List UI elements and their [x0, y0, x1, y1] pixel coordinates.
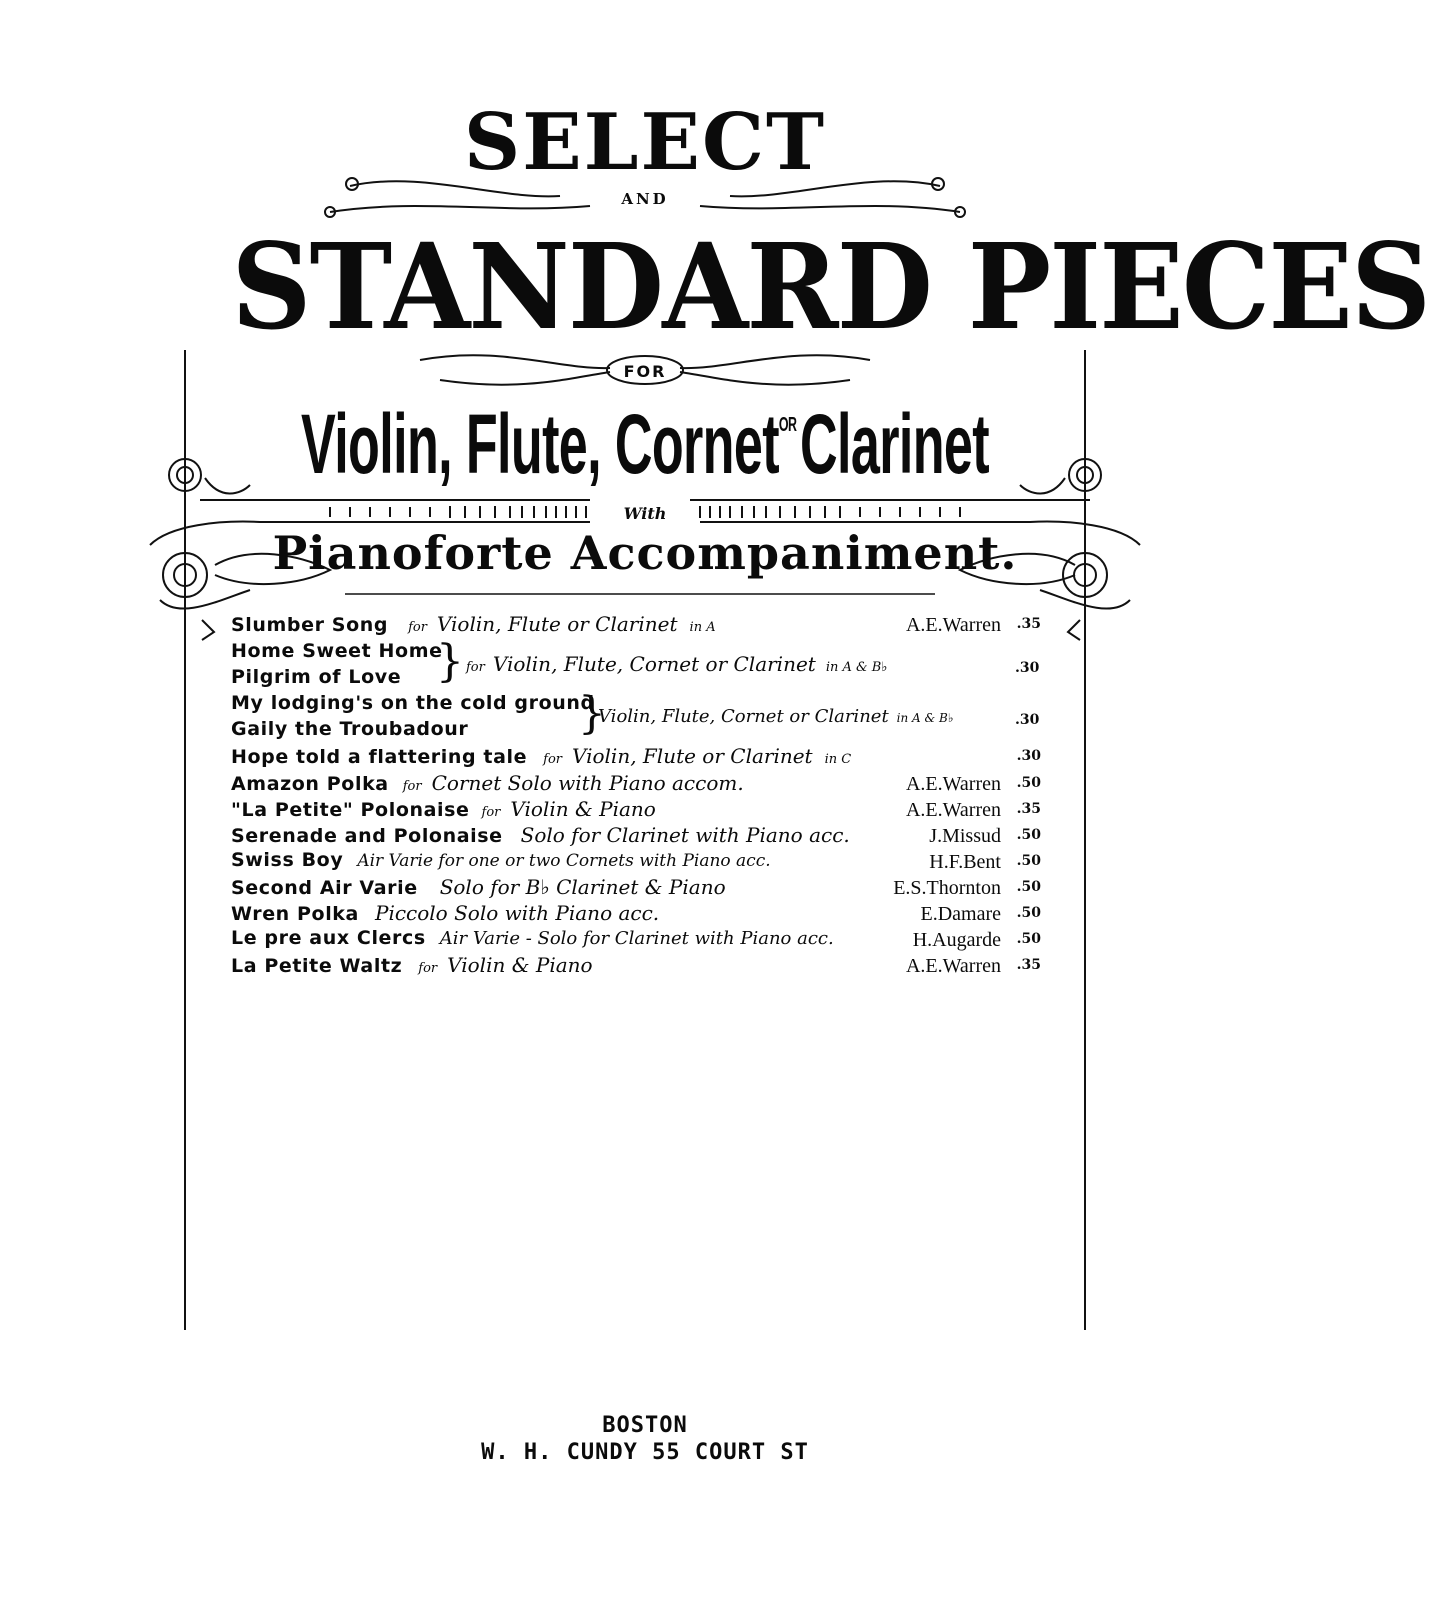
- piece-title: Amazon Polka: [231, 773, 389, 795]
- list-item: [231, 823, 1041, 849]
- piece-title: La Petite Waltz: [231, 955, 403, 977]
- piece-key: in A & B♭: [896, 711, 954, 725]
- piece-description: Piccolo Solo with Piano acc.: [374, 901, 660, 925]
- piece-price: .30: [1015, 660, 1040, 676]
- piece-title: "La Petite" Polonaise: [231, 799, 470, 821]
- piece-description: Violin & Piano: [510, 797, 656, 821]
- group-description: [598, 706, 954, 727]
- piece-price: .50: [1016, 905, 1041, 921]
- piece-title: Gaily the Troubadour: [231, 718, 469, 740]
- title-or: OR: [778, 414, 797, 436]
- piece-description: Violin, Flute or Clarinet: [572, 744, 813, 768]
- piece-title: Slumber Song: [231, 614, 389, 636]
- list-item: [231, 875, 1041, 901]
- piece-price: .35: [1016, 957, 1041, 973]
- piece-composer: A.E.Warren: [905, 955, 1001, 977]
- piece-description: Violin, Flute or Clarinet: [436, 612, 678, 636]
- piece-description: Solo for B♭ Clarinet & Piano: [439, 875, 726, 899]
- piece-description: Violin, Flute, Cornet or Clarinet: [492, 652, 816, 676]
- piece-description: Air Varie for one or two Cornets with Piano acc.: [357, 851, 771, 871]
- title-instruments-main: Violin, Flute, Cornet: [301, 397, 779, 491]
- piece-composer: A.E.Warren: [905, 799, 1001, 821]
- piece-title: Home Sweet Home: [231, 640, 443, 662]
- piece-composer: H.F.Bent: [929, 851, 1001, 873]
- piece-title: Wren Polka: [231, 903, 359, 925]
- piece-title: Serenade and Polonaise: [231, 825, 503, 847]
- piece-price: .35: [1016, 616, 1041, 632]
- title-standard-pieces: STANDARD PIECES: [231, 217, 1429, 356]
- title-clarinet: Clarinet: [800, 397, 989, 491]
- piece-for: for: [466, 660, 485, 675]
- piece-composer: H.Augarde: [912, 929, 1001, 951]
- list-item: [231, 953, 1041, 979]
- piece-price: .35: [1016, 801, 1041, 817]
- piece-composer: A.E.Warren: [905, 773, 1001, 795]
- piece-price: .50: [1016, 931, 1041, 947]
- list-item: [231, 901, 1041, 927]
- piece-for: for: [418, 961, 438, 976]
- piece-description: Violin & Piano: [447, 953, 593, 977]
- piece-title: Second Air Varie: [231, 877, 418, 899]
- list-item: [231, 849, 1041, 875]
- piece-price: .50: [1016, 853, 1041, 869]
- title-select: SELECT: [463, 97, 827, 188]
- piece-price: .50: [1016, 879, 1041, 895]
- piece-price: .50: [1016, 775, 1041, 791]
- piece-composer: E.S.Thornton: [893, 877, 1001, 899]
- group-description: [466, 652, 887, 676]
- brace-icon: }: [436, 636, 464, 687]
- title-with: With: [623, 504, 667, 523]
- list-item: [231, 927, 1041, 953]
- piece-price: .30: [1016, 748, 1041, 764]
- piece-for: for: [402, 779, 422, 794]
- piece-for: for: [408, 620, 427, 635]
- brace-icon: }: [578, 688, 606, 739]
- list-item: [231, 797, 1041, 823]
- piece-composer: J.Missud: [929, 825, 1001, 847]
- piece-composer: E.Damare: [920, 903, 1001, 925]
- title-for: FOR: [623, 362, 667, 381]
- piece-description: Solo for Clarinet with Piano acc.: [520, 823, 850, 847]
- piece-for: for: [543, 752, 562, 767]
- list-item: [231, 612, 1041, 638]
- piece-for: for: [481, 805, 501, 820]
- piece-key: in A & B♭: [825, 660, 888, 675]
- imprint-publisher: W. H. CUNDY 55 COURT ST: [481, 1440, 809, 1465]
- piece-title: Hope told a flattering tale: [231, 746, 528, 768]
- piece-description: Air Varie - Solo for Clarinet with Piano acc.: [439, 928, 834, 949]
- piece-key: in A: [689, 620, 716, 635]
- imprint-city: BOSTON: [602, 1413, 688, 1438]
- piece-description: Violin, Flute, Cornet or Clarinet: [598, 706, 889, 727]
- title-instruments: [245, 397, 1045, 491]
- piece-price: .30: [1015, 712, 1040, 728]
- piece-price: .50: [1016, 827, 1041, 843]
- piece-key: in C: [824, 752, 852, 767]
- title-accompaniment: Pianoforte Accompaniment.: [272, 526, 1018, 580]
- list-item: [231, 771, 1041, 797]
- piece-description: Cornet Solo with Piano accom.: [431, 771, 744, 795]
- title-and: AND: [621, 190, 669, 208]
- piece-title: Pilgrim of Love: [231, 666, 402, 688]
- piece-title: Swiss Boy: [231, 849, 344, 871]
- piece-title: My lodging's on the cold ground: [231, 692, 595, 714]
- list-item: [231, 744, 1041, 770]
- piece-composer: A.E.Warren: [905, 614, 1001, 636]
- piece-title: Le pre aux Clercs: [231, 927, 426, 949]
